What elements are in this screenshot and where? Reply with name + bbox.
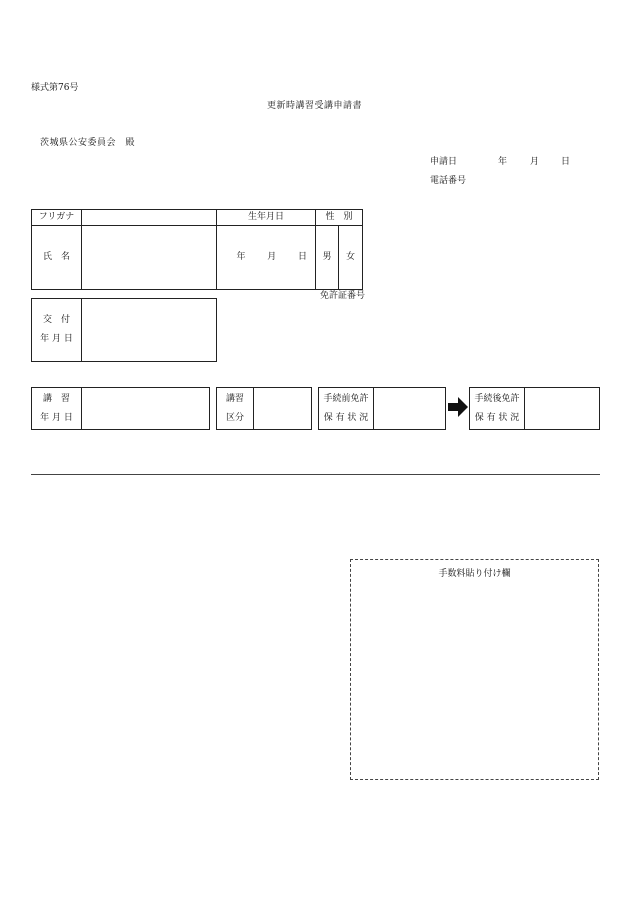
phone-label: 電話番号 xyxy=(430,176,467,186)
fee-stamp-label: 手数料貼り付け欄 xyxy=(438,569,511,579)
category-label-line2: 区分 xyxy=(225,412,244,423)
license-before-table xyxy=(318,387,446,430)
issue-label-line2: 年 月 日 xyxy=(40,334,73,344)
license-after-label-cell xyxy=(470,388,525,430)
gender-label: 性 別 xyxy=(316,210,363,226)
lecture-category-table xyxy=(216,387,312,430)
lecture-date-table xyxy=(31,387,210,430)
name-label: 氏 名 xyxy=(32,226,82,290)
before-label-line2: 保 有 状 況 xyxy=(323,412,369,423)
application-date-label: 申請日 xyxy=(430,157,458,167)
lecture-date-field[interactable] xyxy=(82,388,210,430)
license-before-label-cell xyxy=(319,388,374,430)
section-divider xyxy=(31,474,600,475)
lecture-category-label-cell xyxy=(217,388,254,430)
application-year-label: 年 xyxy=(498,157,508,167)
fee-stamp-area[interactable] xyxy=(350,559,599,780)
document-title: 更新時講習受講申請書 xyxy=(267,101,363,111)
issue-label-line1: 交 付 xyxy=(42,315,70,325)
license-after-field[interactable] xyxy=(525,388,600,430)
issue-date-table xyxy=(31,298,217,362)
issue-date-field[interactable] xyxy=(82,299,217,362)
furigana-label: フリガナ xyxy=(32,210,82,226)
birth-day-label: 日 xyxy=(297,252,307,262)
license-after-table xyxy=(469,387,600,430)
arrow-right-icon xyxy=(447,396,469,418)
issue-date-label-cell xyxy=(32,299,82,362)
form-number: 様式第76号 xyxy=(31,83,79,93)
application-day-label: 日 xyxy=(561,157,571,167)
license-number-label: 免許証番号 xyxy=(320,291,366,301)
before-label-line1: 手続前免許 xyxy=(323,393,369,404)
after-label-line2: 保 有 状 況 xyxy=(474,412,520,423)
lecture-category-field[interactable] xyxy=(254,388,312,430)
birthdate-field[interactable] xyxy=(217,226,316,290)
furigana-field[interactable] xyxy=(82,210,217,226)
application-month-label: 月 xyxy=(530,157,540,167)
after-label-line1: 手続後免許 xyxy=(474,393,520,404)
birth-year-label: 年 xyxy=(236,252,246,262)
birth-month-label: 月 xyxy=(267,252,277,262)
addressee: 茨城県公安委員会 殿 xyxy=(40,138,136,148)
gender-male-option[interactable]: 男 xyxy=(316,226,339,290)
name-field[interactable] xyxy=(82,226,217,290)
license-before-field[interactable] xyxy=(374,388,446,430)
lecture-label-line1: 講 習 xyxy=(42,393,70,404)
category-label-line1: 講習 xyxy=(225,393,244,404)
birthdate-label: 生年月日 xyxy=(217,210,316,226)
gender-female-option[interactable]: 女 xyxy=(339,226,363,290)
lecture-date-label-cell xyxy=(32,388,82,430)
personal-info-table xyxy=(31,209,363,290)
lecture-label-line2: 年 月 日 xyxy=(40,412,73,423)
